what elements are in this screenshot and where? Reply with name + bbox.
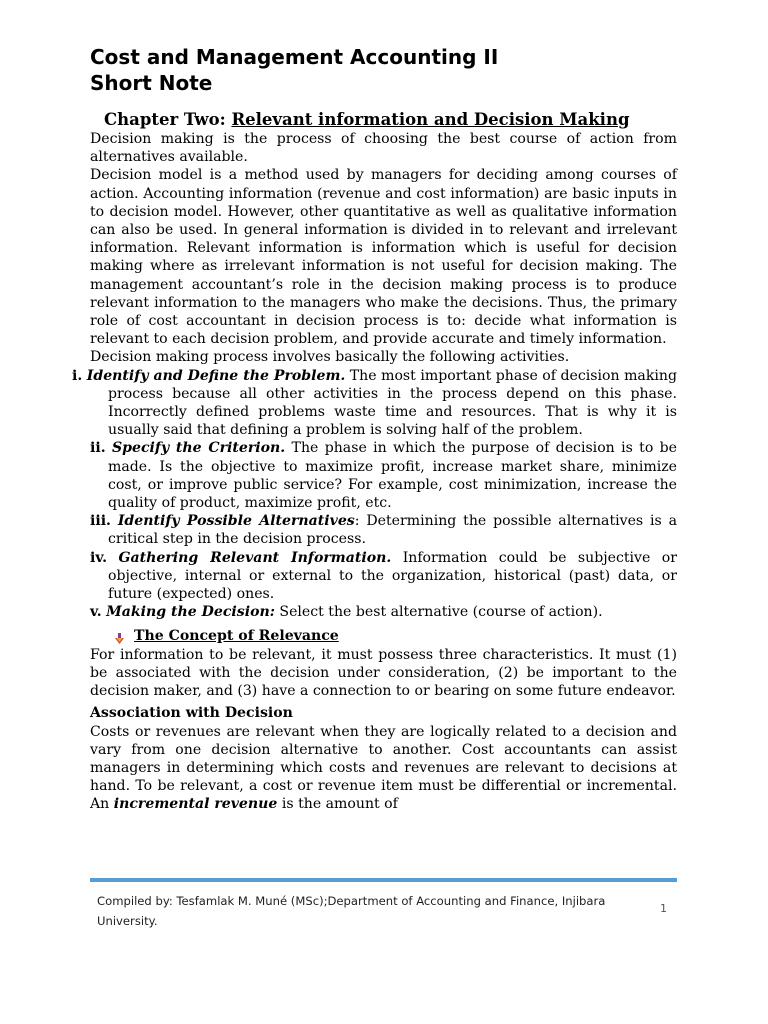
- step-number: ii.: [90, 440, 106, 457]
- list-item: [72, 367, 677, 440]
- chapter-prefix: Chapter Two:: [104, 110, 232, 129]
- incremental-revenue-term: incremental revenue: [113, 796, 278, 813]
- title-line-1: Cost and Management Accounting II: [90, 45, 499, 69]
- title-line-2: Short Note: [90, 71, 213, 95]
- step-term: Specify the Criterion.: [111, 440, 286, 457]
- chapter-heading: [104, 110, 677, 130]
- association-heading: Association with Decision: [90, 705, 293, 722]
- list-item: [90, 603, 677, 621]
- list-item: [90, 549, 677, 604]
- document-title: [90, 44, 677, 96]
- step-term: Making the Decision:: [106, 604, 275, 621]
- chapter-title: Relevant information and Decision Making: [231, 110, 630, 129]
- footer-compiled-by: Compiled by: Tesfamlak M. Muné (MSc);Department of Accounting and Finance, Injibara University.: [97, 894, 606, 928]
- page-number: 1: [660, 902, 667, 915]
- footer-divider: [90, 878, 677, 882]
- intro-paragraph-2: Decision model is a method used by managers for deciding among courses of action. Accounting information (revenue and cost information) are basic inputs in to decision model. However, other quantitative as well as qualitative information can also be used. In general information is divided in to relevant and irrelevant information. Relevant information is information which is useful for decision making where as irrelevant information is not useful for decision making. The management accountant’s role in the decision making process is to produce relevant information to the managers who make the decisions. Thus, the primary role of cost accountant in decision process is to: decide what information is relevant to each decision problem, and provide accurate and timely information.: [90, 167, 677, 348]
- concept-heading-text: The Concept of Relevance: [134, 628, 339, 645]
- intro-paragraph-1: Decision making is the process of choosing the best course of action from alternatives available.: [90, 131, 677, 166]
- down-arrow-bullet-icon: [115, 631, 124, 642]
- document-page: [72, 44, 678, 814]
- step-number: iv.: [90, 549, 108, 566]
- association-text-b: is the amount of: [277, 796, 398, 813]
- list-item: [90, 512, 677, 548]
- intro-paragraph-3: Decision making process involves basically the following activities.: [90, 349, 570, 366]
- list-item: [90, 439, 677, 512]
- step-number: v.: [90, 604, 102, 621]
- decision-steps-list: [72, 367, 678, 622]
- association-text-a: Costs or revenues are relevant when they are logically related to a decision and vary from one decision alternative to another. Cost accountants can assist managers in determining which costs and revenues are relevant to decisions at hand. To be relevant, a cost or revenue item must be differential or incremental. An: [90, 723, 677, 813]
- step-text: Information could be subjective or objective, internal or external to the organization, historical (past) data, or future (expected) ones.: [108, 549, 678, 603]
- step-text: Select the best alternative (course of action).: [274, 604, 603, 621]
- step-term: Identify Possible Alternatives: [117, 513, 355, 530]
- concept-heading: [115, 627, 677, 645]
- step-number: i.: [72, 367, 83, 384]
- step-text: The most important phase of decision making process because all other activities in the process depend on this phase. Incorrectly defined problems waste time and resources. That is why it is usually said that defining a problem is solving half of the problem.: [108, 367, 677, 439]
- association-paragraph: [90, 723, 677, 814]
- step-text: The phase in which the purpose of decision is to be made. Is the objective to maximize profit, increase market share, minimize cost, or improve public service? For example, cost minimization, increase the quality of product, maximize profit, etc.: [108, 440, 678, 512]
- concept-paragraph: For information to be relevant, it must possess three characteristics. It must (1) be associated with the decision under consideration, (2) be important to the decision maker, and (3) have a connection to or bearing on some future endeavor.: [90, 646, 677, 700]
- step-text: : Determining the possible alternatives is a critical step in the decision process.: [108, 513, 678, 548]
- step-term: Gathering Relevant Information.: [118, 549, 392, 566]
- step-term: Identify and Define the Problem.: [86, 367, 346, 384]
- step-number: iii.: [90, 513, 111, 530]
